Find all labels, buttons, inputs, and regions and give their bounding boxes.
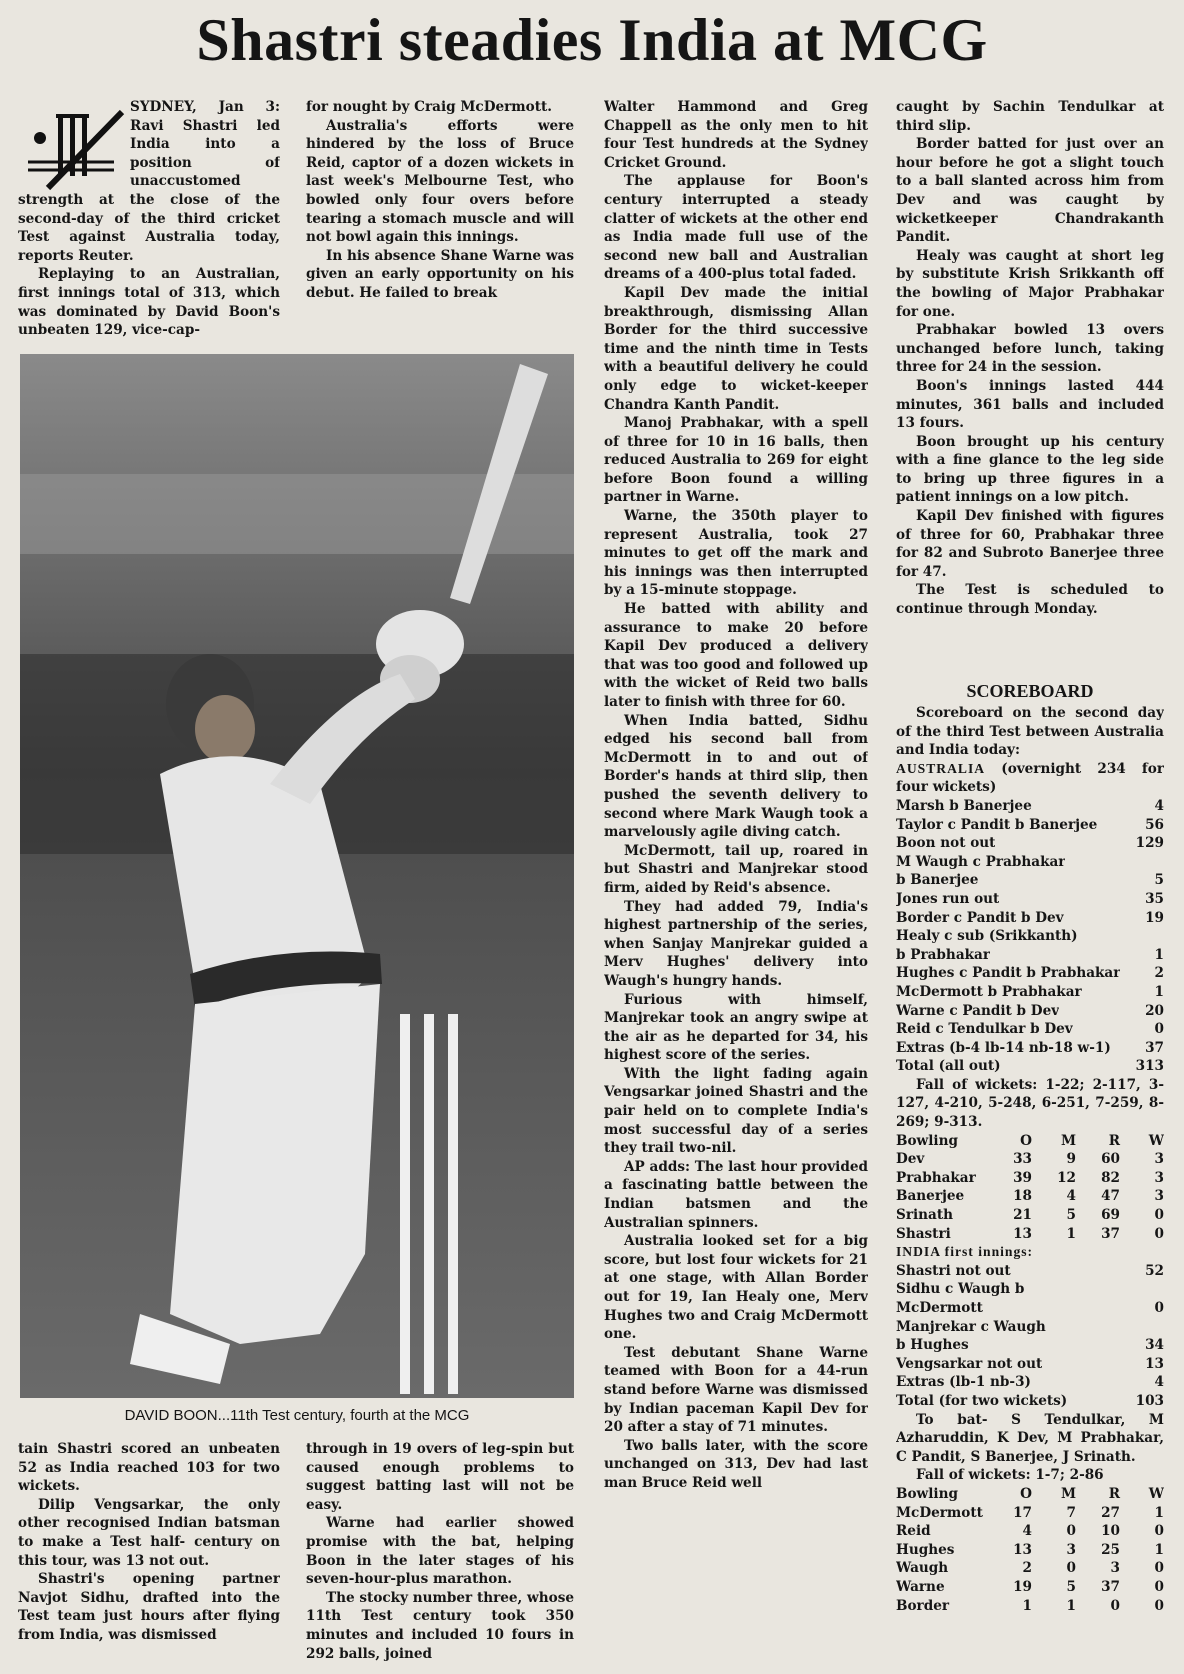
bowling-row [896,1559,1164,1578]
bowler-name: Shastri [896,1225,951,1242]
bowling-figure: 0 [1154,1597,1164,1614]
batting-row [896,1057,1164,1076]
batting-row [896,797,1164,816]
article-paragraph: He batted with ability and assurance to make 20 before Kapil Dev produced a delivery that was too good and followed up with the wicket of Reid two balls later to finish with three for 60. [604,601,868,710]
bowling-figure: 37 [1101,1578,1120,1595]
batsman-runs: 1 [1154,983,1164,1000]
article-paragraph: Manoj Prabhakar, with a spell of three for 10 in 16 balls, then reduced Australia to 269 for eight before Boon found a willing partner in Warne. [604,415,868,506]
batsman-runs: 5 [1154,872,1164,889]
bowling-row [896,1504,1164,1523]
batting-row [896,1318,1164,1337]
article-paragraph: Australia's efforts were hindered by the loss of Bruce Reid, captor of a dozen wickets in last week's Melbourne Test, who bowled only four overs before tearing a stomach muscle and will not bowl again this innings. [306,117,574,246]
article-column-1-top [18,98,280,344]
batsman-runs: 37 [1145,1039,1164,1056]
article-paragraph: Walter Hammond and Greg Chappell as the only men to hit four Test hundreds at the Sydney Cricket Ground. [604,99,868,171]
batsman-entry: Extras (b-4 lb-14 nb-18 w-1) [896,1039,1111,1056]
article-paragraph: Dilip Vengsarkar, the only other recognised Indian batsman to make a Test half- century on this tour, was 13 not out. [18,1496,280,1569]
bowler-name: Bowling [896,1132,958,1149]
batsman-entry: Shastri not out [896,1262,1011,1279]
bowling-figure: 1 [1066,1225,1076,1242]
bowling-figure: 5 [1066,1207,1076,1224]
batsman-entry: Marsh b Banerjee [896,797,1032,814]
bowling-figure: 33 [1013,1151,1032,1168]
bowling-figure: 4 [1066,1188,1076,1205]
dateline: SYDNEY, Jan 3: [130,99,280,115]
batsman-entry: Taylor c Pandit b Banerjee [896,816,1098,833]
bowling-figure: 27 [1101,1504,1120,1521]
lead-paragraph: Ravi Shastri led India into a position of unaccustomed strength at the close of the second-day of the third cricket Test against Australia today, reports Reuter. [18,117,280,264]
bowling-figure: 12 [1057,1169,1076,1186]
batting-row [896,1336,1164,1355]
headline: Shastri steadies India at MCG [196,7,988,73]
article-column-2-bottom [306,1440,574,1670]
article-paragraph: Prabhakar bowled 13 overs unchanged before lunch, taking three for 24 in the session. [896,322,1164,376]
bowling-figure: R [1108,1485,1120,1502]
bowling-figure: 60 [1101,1151,1120,1168]
article-paragraph: McDermott, tail up, roared in but Shastri and Manjrekar stood firm, aided by Reid's absence. [604,842,868,896]
batsman-entry: Jones run out [896,890,1000,907]
bowling-figure: 17 [1013,1504,1032,1521]
batsman-entry: Reid c Tendulkar b Dev [896,1021,1073,1038]
article-paragraph: Healy was caught at short leg by substitute Krish Srikkanth off the bowling of Major Prabhakar for one. [896,247,1164,320]
bowling-figure: W [1148,1485,1164,1502]
batsman-runs: 13 [1145,1355,1164,1372]
batsman-runs: 0 [1154,1300,1164,1316]
australia-team: AUSTRALIA [896,760,986,776]
australia-overnight-note: (overnight 234 for four wickets) [896,760,1164,796]
bowling-row [896,1225,1164,1244]
bowling-row [896,1206,1164,1225]
batsman-entry: Total (all out) [896,1058,1001,1075]
batsman-entry: M Waugh c Prabhakar [896,853,1066,870]
article-paragraph: for nought by Craig McDermott. [306,99,553,115]
bowling-figure: 1 [1066,1597,1076,1614]
bowling-figure: 47 [1101,1188,1120,1205]
batsman-runs: 35 [1145,890,1164,907]
bowling-figure: 0 [1154,1578,1164,1595]
australia-bowling-table [896,1485,1164,1615]
batsman-entry: Extras (lb-1 nb-3) [896,1374,1031,1391]
bowling-figure: 39 [1013,1169,1032,1186]
bowling-figure: 1 [1022,1597,1032,1614]
batting-row [896,1002,1164,1021]
australia-batting-list [896,797,1164,1076]
bowling-figure: M [1060,1132,1076,1149]
india-team: INDIA first innings: [896,1244,1034,1260]
bowling-row [896,1578,1164,1597]
batting-row [896,1262,1164,1281]
bowling-figure: 69 [1101,1207,1120,1224]
bowler-name: Reid [896,1523,931,1540]
batsman-runs: 56 [1145,816,1164,833]
bowling-figure: 2 [1022,1560,1032,1577]
bowling-figure: 0 [1154,1560,1164,1577]
batting-row [896,834,1164,853]
batting-row [896,964,1164,983]
bowling-figure: 0 [1154,1207,1164,1224]
australia-header [896,760,1164,797]
bowling-figure: 21 [1013,1207,1032,1224]
bowling-figure: 0 [1154,1523,1164,1540]
bowling-figure: 0 [1066,1523,1076,1540]
batsman-entry: McDermott [896,1300,983,1316]
batsman-entry: McDermott b Prabhakar [896,983,1082,1000]
article-paragraph: Shastri's opening partner Navjot Sidhu, drafted into the Test team just hours after flying from India, was dismissed [18,1571,280,1643]
batsman-entry: Healy c sub (Srikkanth) [896,928,1078,945]
bowling-row [896,1541,1164,1560]
bowling-figure: 3 [1154,1188,1164,1205]
batting-row [896,816,1164,835]
article-column-4 [896,98,1164,678]
batting-row [896,927,1164,946]
batting-row [896,983,1164,1002]
batting-row [896,946,1164,965]
bowling-figure: 82 [1101,1169,1120,1186]
batsman-runs: 20 [1145,1002,1164,1019]
batting-row [896,853,1164,872]
bowling-figure: 3 [1154,1169,1164,1186]
batsman-runs: 2 [1154,965,1164,982]
india-fall-of-wickets: Fall of wickets: 1-7; 2-86 [916,1467,1104,1484]
scoreboard-title: SCOREBOARD [966,681,1094,701]
batting-row [896,890,1164,909]
batsman-entry: Hughes c Pandit b Prabhakar [896,965,1121,982]
to-bat: To bat- S Tendulkar, M Azharuddin, K Dev, M Prabhakar, C Pandit, S Banerjee, J Srinath. [896,1411,1164,1465]
article-paragraph: The stocky number three, whose 11th Test century took 350 minutes and included 10 fours in 292 balls, joined [306,1589,574,1662]
article-paragraph: through in 19 overs of leg-spin but caused enough problems to suggest batting last will not be easy. [306,1441,574,1513]
article-paragraph: AP adds: The last hour provided a fascinating battle between the Indian batsmen and the Australian spinners. [604,1158,868,1231]
batsman-runs: 103 [1135,1392,1164,1409]
batsman-entry: Border c Pandit b Dev [896,909,1064,926]
batsman-entry: Vengsarkar not out [896,1355,1043,1372]
article-paragraph: Australia looked set for a big score, but lost four wickets for 21 at one stage, with Allan Border out for 19, Ian Healy one, Merv Hughes two and Craig McDermott one. [604,1233,868,1343]
bowler-name: Warne [896,1578,945,1595]
bowling-figure: 3 [1110,1560,1120,1577]
bowler-name: Waugh [896,1560,949,1577]
batsman-entry: b Prabhakar [896,946,991,963]
article-paragraph: They had added 79, India's highest partnership of the series, when Sanjay Manjrekar guided a Merv Hughes' delivery into Waugh's hungry hands. [604,898,868,989]
bowling-figure: 3 [1154,1151,1164,1168]
bowling-figure: O [1020,1132,1032,1149]
bowling-row [896,1187,1164,1206]
bowling-figure: 3 [1066,1541,1076,1558]
scoreboard-intro: Scoreboard on the second day of the third Test between Australia and India today: [896,705,1164,759]
article-paragraph: Warne had earlier showed promise with the bat, helping Boon in the later stages of his seven-hour-plus marathon. [306,1515,574,1588]
article-paragraph: Warne, the 350th player to represent Australia, took 27 minutes to get off the mark and his innings was then interrupted by a 15-minute stoppage. [604,508,868,599]
bowling-figure: W [1148,1132,1164,1149]
batting-row [896,1020,1164,1039]
bowler-name: Dev [896,1151,925,1168]
bowling-figure: 19 [1013,1578,1032,1595]
india-bowling-table [896,1132,1164,1244]
bowling-figure: 5 [1066,1578,1076,1595]
bowling-figure: 18 [1013,1188,1032,1205]
batsman-photo [20,354,574,1398]
batsman-entry: Total (for two wickets) [896,1392,1068,1409]
article-paragraph: The Test is scheduled to continue through Monday. [896,582,1164,618]
bowling-header-row [896,1485,1164,1504]
batting-row [896,1355,1164,1374]
bowling-figure: 9 [1066,1151,1076,1168]
batsman-runs: 0 [1154,1021,1164,1038]
article-paragraph: Test debutant Shane Warne teamed with Boon for a 44-run stand before Warne was dismissed by Indian paceman Kapil Dev for 20 after a stay of 71 minutes. [604,1344,868,1436]
batting-row [896,1373,1164,1392]
photo-caption: DAVID BOON...11th Test century, fourth at the MCG [124,1407,470,1424]
india-batting-list [896,1262,1164,1411]
bowling-row [896,1522,1164,1541]
bowling-figure: 25 [1101,1541,1120,1558]
article-column-2-top [306,98,574,344]
batting-row [896,1392,1164,1411]
bowler-name: McDermott [896,1504,983,1521]
bowling-figure: 0 [1110,1597,1120,1614]
article-column-1-bottom [18,1440,280,1670]
batsman-runs: 4 [1154,1374,1164,1391]
article-paragraph: In his absence Shane Warne was given an early opportunity on his debut. He failed to break [306,247,574,301]
bowler-name: Border [896,1597,950,1614]
article-paragraph: The applause for Boon's century interrupted a steady clatter of wickets at the other end as India made full use of the second new ball and Australian dreams of a 400-plus total faded. [604,173,868,283]
bowler-name: Hughes [896,1541,955,1558]
bowling-figure: 7 [1066,1504,1076,1521]
article-paragraph: Kapil Dev finished with figures of three for 60, Prabhakar three for 82 and Subroto Banerjee three for 47. [896,508,1164,580]
article-paragraph: tain Shastri scored an unbeaten 52 as India reached 103 for two wickets. [18,1441,280,1495]
bowling-figure: R [1108,1132,1120,1149]
batsman-entry: Sidhu c Waugh b [896,1281,1025,1298]
batting-row [896,1280,1164,1299]
batsman-entry: Manjrekar c Waugh [896,1318,1046,1335]
batsman-runs: 52 [1145,1262,1164,1279]
batsman-entry: b Banerjee [896,872,979,889]
batting-row [896,909,1164,928]
article-paragraph: Boon's innings lasted 444 minutes, 361 balls and included 13 fours. [896,377,1164,432]
bowling-figure: 1 [1154,1541,1164,1558]
bowling-figure: 0 [1154,1225,1164,1242]
bowling-figure: 13 [1013,1541,1032,1558]
bowling-figure: 13 [1013,1225,1032,1242]
bowling-figure: 1 [1154,1504,1164,1521]
article-paragraph: Replaying to an Australian, first innings total of 313, which was dominated by David Boon's unbeaten 129, vice-cap- [18,266,280,339]
bowling-figure: 10 [1101,1523,1120,1540]
scoreboard [896,704,1164,1672]
bowling-row [896,1150,1164,1169]
bowler-name: Srinath [896,1207,953,1224]
batsman-runs: 1 [1154,946,1164,963]
australia-fall-of-wickets: Fall of wickets: 1-22; 2-117, 3-127, 4-210, 5-248, 6-251, 7-259, 8-269; 9-313. [896,1076,1164,1131]
article-paragraph: Boon brought up his century with a fine glance to the leg side to bring up three figures in a patient innings on a low pitch. [896,433,1164,506]
batsman-entry: b Hughes [896,1337,969,1354]
batting-row [896,1039,1164,1058]
article-paragraph: With the light fading again Vengsarkar joined Shastri and the pair held on to complete India's most successful day of a series they trail two-nil. [604,1065,868,1157]
batsman-runs: 4 [1154,797,1164,814]
bowling-figure: 37 [1101,1225,1120,1242]
bowling-figure: 4 [1022,1523,1032,1540]
bowling-row [896,1597,1164,1616]
bowling-row [896,1169,1164,1188]
batsman-entry: Boon not out [896,835,996,852]
article-paragraph: Border batted for just over an hour before he got a slight touch to a ball slanted across him from Dev and was caught by wicketkeeper Chandrakanth Pandit. [896,136,1164,246]
bowling-figure: M [1060,1485,1076,1502]
batting-row [896,871,1164,890]
article-paragraph: Kapil Dev made the initial breakthrough, dismissing Allan Border for the third successive time and the ninth time in Tests with a beautiful delivery he could only edge to wicket-keeper Chandra Kanth Pandit. [604,284,868,413]
batting-row [896,1299,1164,1318]
bowling-header-row [896,1132,1164,1151]
article-paragraph: When India batted, Sidhu edged his second ball from McDermott in to and out of Border's hands at third slip, then pushed the seventh delivery to second where Mark Waugh took a marvelously agile diving catch. [604,712,868,841]
bowler-name: Prabhakar [896,1169,976,1186]
article-paragraph: caught by Sachin Tendulkar at third slip. [896,99,1164,134]
bowler-name: Banerjee [896,1188,965,1205]
article-paragraph: Furious with himself, Manjrekar took an angry swipe at the air as he departed for 34, his highest score of the series. [604,991,868,1064]
bowler-name: Bowling [896,1485,958,1502]
article-paragraph: Two balls later, with the score unchanged on 313, Dev had last man Bruce Reid well [604,1437,868,1491]
article-column-3 [604,98,868,1672]
batsman-runs: 313 [1135,1058,1164,1075]
batsman-entry: Warne c Pandit b Dev [896,1002,1060,1019]
batsman-runs: 129 [1135,835,1164,852]
batsman-runs: 19 [1145,909,1164,926]
bowling-figure: 0 [1066,1560,1076,1577]
bowling-figure: O [1020,1485,1032,1502]
batsman-runs: 34 [1145,1337,1164,1354]
